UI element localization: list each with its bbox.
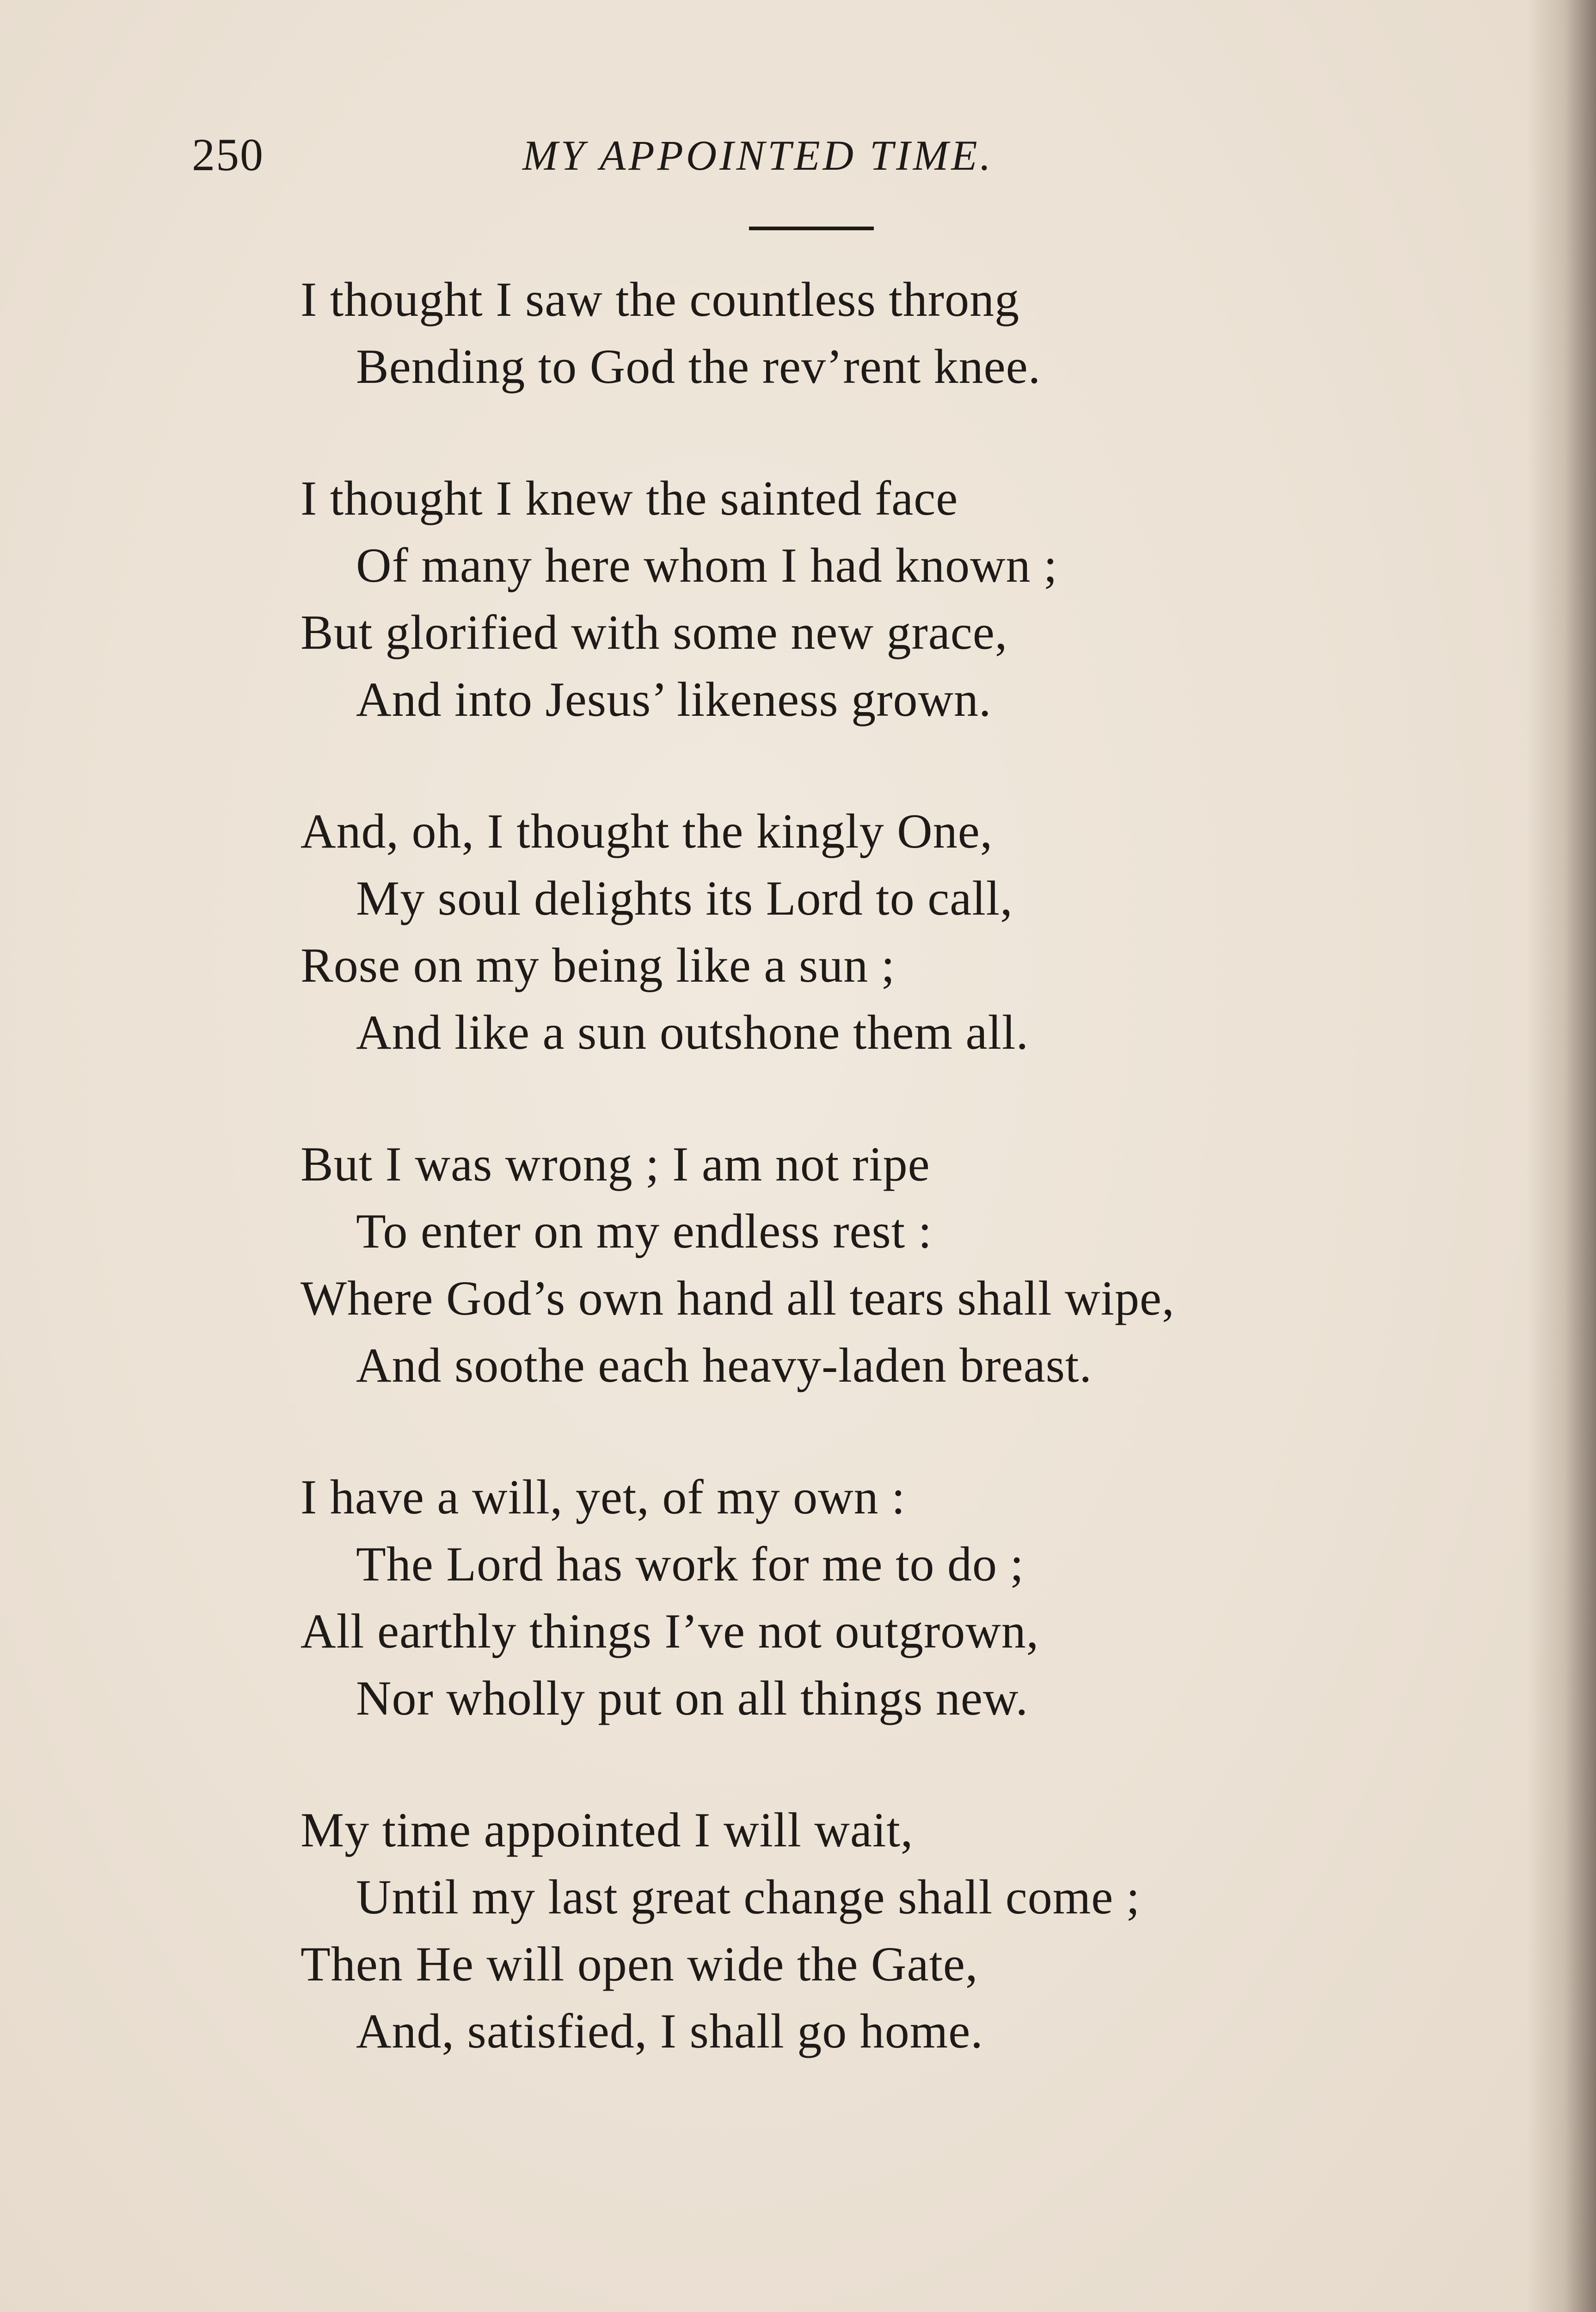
poem-line: Bending to God the rev’rent knee. (356, 339, 1041, 394)
poem-line: And like a sun outshone them all. (356, 1005, 1029, 1059)
poem-line: Where God’s own hand all tears shall wipe, (301, 1271, 1175, 1325)
title-rule (749, 227, 874, 230)
poem-line: Then He will open wide the Gate, (301, 1937, 978, 1991)
poem-line: I thought I knew the sainted face (301, 471, 958, 525)
poem-line: I have a will, yet, of my own : (301, 1470, 906, 1524)
poem-line: And soothe each heavy-laden breast. (356, 1338, 1092, 1392)
poem-line: My soul delights its Lord to call, (356, 871, 1013, 925)
stanza-5 (301, 1463, 1410, 1732)
poem-line: But I was wrong ; I am not ripe (301, 1137, 930, 1191)
poem-line: My time appointed I will wait, (301, 1803, 914, 1857)
poem-line: Rose on my being like a sun ; (301, 938, 896, 992)
poem-line: To enter on my endless rest : (356, 1204, 933, 1258)
poem-line: I thought I saw the countless throng (301, 272, 1020, 326)
running-head: MY APPOINTED TIME. (522, 132, 994, 179)
stanza-2 (301, 465, 1410, 733)
spine-shadow (1527, 0, 1596, 2312)
poem-line: And, satisfied, I shall go home. (356, 2004, 983, 2058)
poem-line: And into Jesus’ likeness grown. (356, 672, 992, 726)
poem-line: The Lord has work for me to do ; (356, 1537, 1024, 1591)
poem-line: All earthly things I’ve not outgrown, (301, 1604, 1039, 1658)
poem-line: And, oh, I thought the kingly One, (301, 804, 993, 858)
poem-line: Until my last great change shall come ; (356, 1870, 1141, 1924)
poem-line: But glorified with some new grace, (301, 605, 1008, 659)
poem-line: Nor wholly put on all things new. (356, 1671, 1029, 1725)
page-number: 250 (192, 129, 264, 180)
stanza-6 (301, 1796, 1410, 2065)
poem (301, 266, 1410, 2129)
poem-line: Of many here whom I had known ; (356, 538, 1058, 592)
stanza-4 (301, 1131, 1410, 1399)
stanza-3 (301, 798, 1410, 1066)
stanza-1 (301, 266, 1410, 400)
